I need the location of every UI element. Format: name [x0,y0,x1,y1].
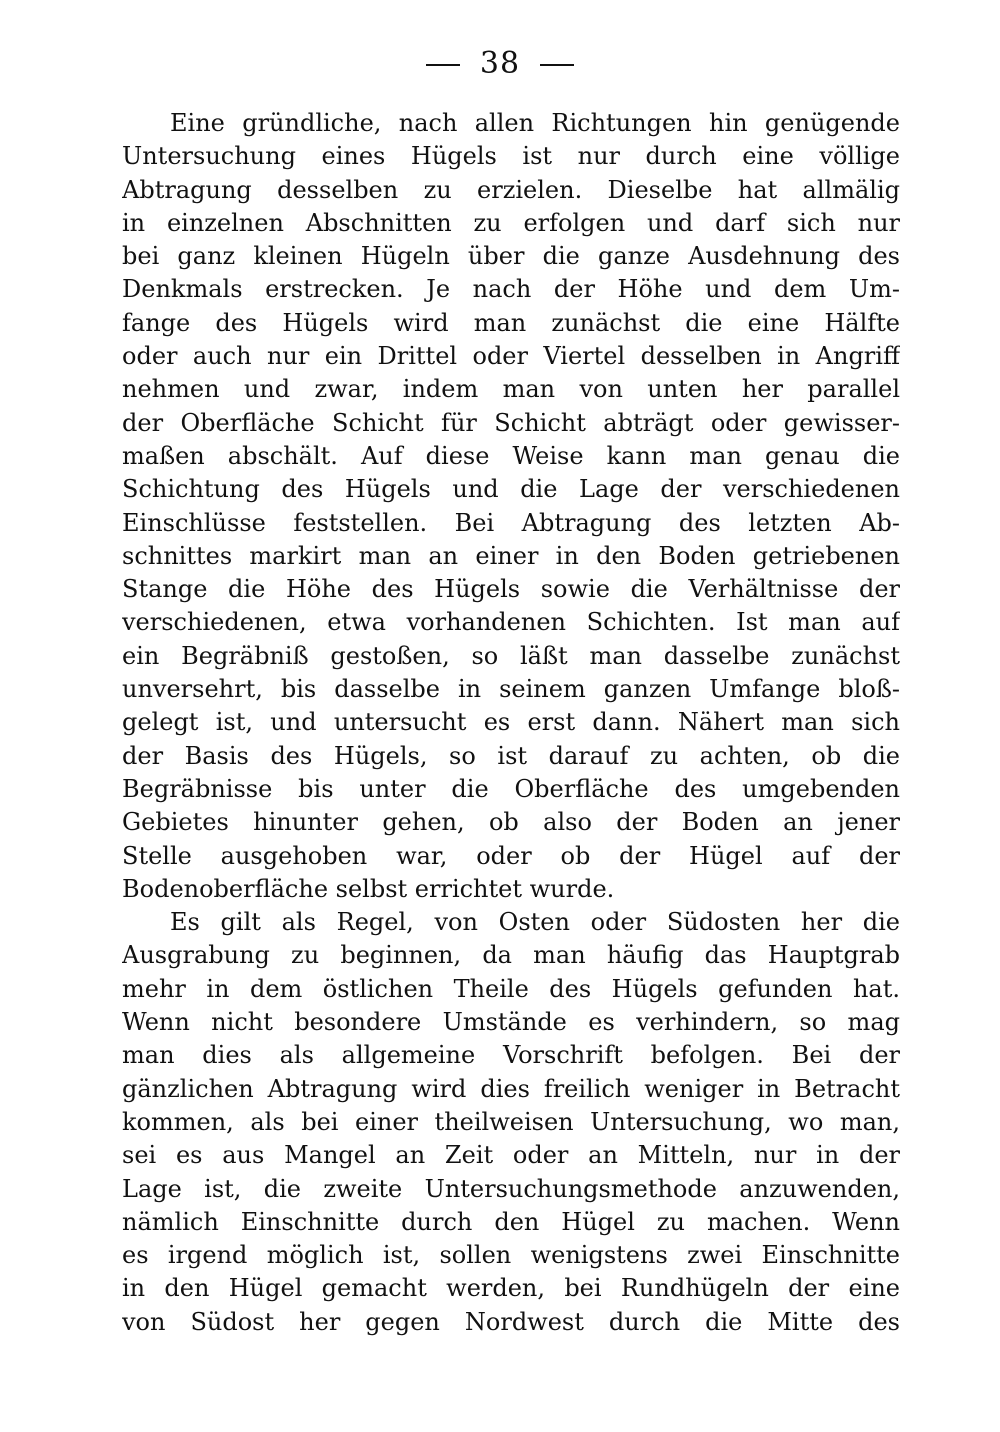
text-line: von Südost her gegen Nordwest durch die Mitte des [122,1307,900,1336]
left-dash [426,64,460,66]
text-line: maßen abschält. Auf diese Weise kann man genau die [122,441,900,470]
text-line: Bodenoberfläche selbst errichtet wurde. [122,874,615,903]
text-line: in einzelnen Abschnitten zu erfolgen und darf sich nur [122,208,900,237]
text-line: es irgend möglich ist, sollen wenigstens zwei Einschnitte [122,1241,900,1270]
text-line: schnittes markirt man an einer in den Boden getriebenen [122,541,900,570]
text-line: nehmen und zwar, indem man von unten her parallel [122,375,900,404]
page-number: 38 [479,46,521,81]
text-line: oder auch nur ein Drittel oder Viertel desselben in Angriff [122,342,900,371]
text-line: Gebietes hinunter gehen, ob also der Boden an jener [122,808,900,837]
text-line: Begräbnisse bis unter die Oberfläche des umgebenden [122,774,900,803]
text-line: Schichtung des Hügels und die Lage der verschiedenen [122,475,900,504]
text-line: in den Hügel gemacht werden, bei Rundhügeln der eine [122,1274,900,1303]
text-line: sei es aus Mangel an Zeit oder an Mitteln, nur in der [122,1141,900,1170]
page-number-header [0,44,1000,84]
text-line: Denkmals erstrecken. Je nach der Höhe und dem Um- [122,275,900,304]
text-line: ein Begräbniß gestoßen, so läßt man dasselbe zunächst [122,641,900,670]
text-line: Eine gründliche, nach allen Richtungen hin genügende [170,109,900,137]
text-line: verschiedenen, etwa vorhandenen Schichten. Ist man auf [122,608,900,637]
text-line: gänzlichen Abtragung wird dies freilich weniger in Betracht [122,1074,900,1103]
text-line: Wenn nicht besondere Umstände es verhindern, so mag [122,1008,900,1037]
paragraph-2 [122,906,900,1339]
text-line: mehr in dem östlichen Theile des Hügels gefunden hat. [122,974,900,1003]
text-line: Einschlüsse feststellen. Bei Abtragung des letzten Ab- [122,508,900,537]
text-line: man dies als allgemeine Vorschrift befolgen. Bei der [122,1041,900,1070]
text-line: Es gilt als Regel, von Osten oder Südosten her die [170,908,900,937]
text-line: Ausgrabung zu beginnen, da man häufig das Hauptgrab [122,941,900,970]
text-line: fange des Hügels wird man zunächst die eine Hälfte [122,308,900,337]
text-line: Abtragung desselben zu erzielen. Dieselbe hat allmälig [122,175,900,204]
text-line: Lage ist, die zweite Untersuchungsmethode anzuwenden, [122,1174,900,1203]
text-line: bei ganz kleinen Hügeln über die ganze Ausdehnung des [122,242,900,271]
text-line: gelegt ist, und untersucht es erst dann. Nähert man sich [122,708,900,737]
text-line: unversehrt, bis dasselbe in seinem ganzen Umfange bloß- [122,675,900,704]
text-line: der Basis des Hügels, so ist darauf zu achten, ob die [122,741,900,770]
body-text [122,107,900,1339]
paragraph-1 [122,107,900,906]
text-line: Untersuchung eines Hügels ist nur durch eine völlige [122,142,900,171]
text-line: Stelle ausgehoben war, oder ob der Hügel auf der [122,841,900,870]
text-line: kommen, als bei einer theilweisen Untersuchung, wo man, [122,1107,900,1136]
text-line: der Oberfläche Schicht für Schicht abträgt oder gewisser- [122,408,900,437]
text-line: nämlich Einschnitte durch den Hügel zu machen. Wenn [122,1207,900,1236]
right-dash [540,64,574,66]
text-line: Stange die Höhe des Hügels sowie die Verhältnisse der [122,575,900,604]
